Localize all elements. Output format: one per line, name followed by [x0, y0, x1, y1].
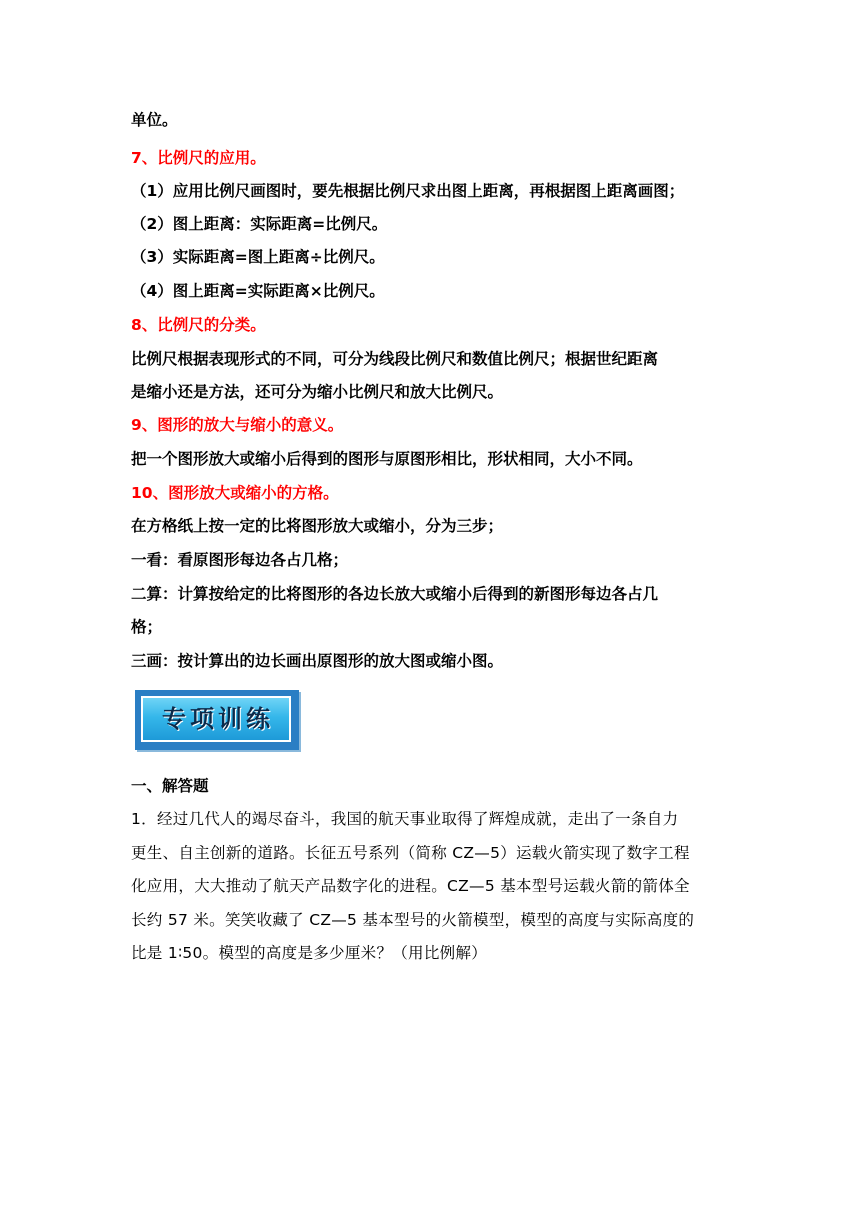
text-line: 单位。 — [131, 111, 178, 129]
question-line: 更生、自主创新的道路。长征五号系列（简称 CZ—5）运载火箭实现了数字工程 — [131, 844, 690, 862]
question-line: 1．经过几代人的竭尽奋斗，我国的航天事业取得了辉煌成就，走出了一条自力 — [131, 810, 679, 828]
question-line: 化应用，大大推动了航天产品数字化的进程。CZ—5 基本型号运载火箭的箭体全 — [131, 877, 690, 895]
text-line: 二算：计算按给定的比将图形的各边长放大或缩小后得到的新图形每边各占几 — [131, 585, 659, 603]
section-heading-8: 8、比例尺的分类。 — [131, 316, 266, 334]
question-line: 长约 57 米。笑笑收藏了 CZ—5 基本型号的火箭模型，模型的高度与实际高度的 — [131, 911, 695, 929]
text-line: 把一个图形放大或缩小后得到的图形与原图形相比，形状相同，大小不同。 — [131, 450, 643, 468]
text-line: （3）实际距离=图上距离÷比例尺。 — [131, 248, 385, 266]
banner-panel — [141, 696, 291, 742]
section-heading-10: 10、图形放大或缩小的方格。 — [131, 484, 339, 502]
text-line: 一看：看原图形每边各占几格； — [131, 551, 349, 569]
section-heading-7: 7、比例尺的应用。 — [131, 149, 266, 167]
text-line: （2）图上距离：实际距离=比例尺。 — [131, 215, 388, 233]
text-line: 三画：按计算出的边长画出原图形的放大图或缩小图。 — [131, 652, 504, 670]
text-line: （1）应用比例尺画图时，要先根据比例尺求出图上距离，再根据图上距离画图； — [131, 182, 685, 200]
text-line: 在方格纸上按一定的比将图形放大或缩小，分为三步； — [131, 517, 504, 535]
banner-label: 专项训练 — [162, 704, 274, 733]
question-line: 比是 1∶50。模型的高度是多少厘米？（用比例解） — [131, 944, 488, 962]
text-line: （4）图上距离=实际距离×比例尺。 — [131, 282, 385, 300]
section-heading-9: 9、图形的放大与缩小的意义。 — [131, 416, 344, 434]
text-line: 比例尺根据表现形式的不同，可分为线段比例尺和数值比例尺；根据世纪距离 — [131, 350, 659, 368]
text-line: 是缩小还是方法，还可分为缩小比例尺和放大比例尺。 — [131, 383, 504, 401]
exercise-section-title: 一、解答题 — [131, 777, 209, 795]
special-training-banner — [135, 690, 302, 752]
text-line: 格； — [131, 618, 163, 636]
